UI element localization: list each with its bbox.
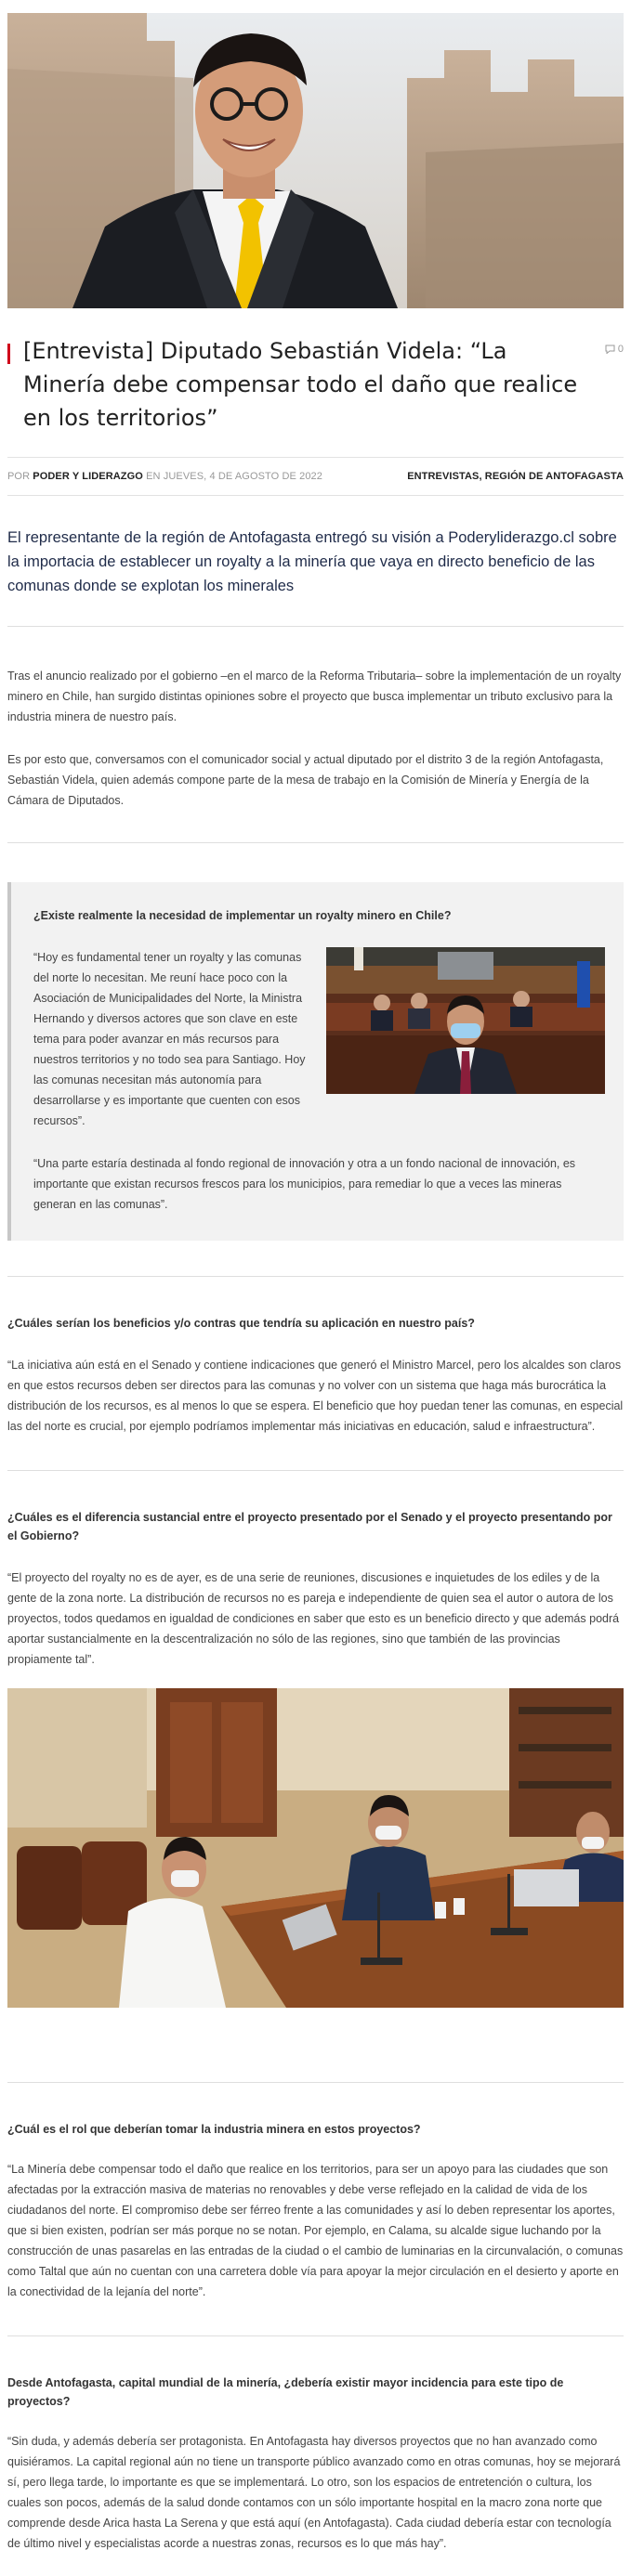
interview-answer: “Hoy es fundamental tener un royalty y las comunas del norte lo necesitan. Me reuní hace poco con la Asociación de Municipalidades del Norte, la Ministra Hernando y diversos actores que son clave en este tema para poder avanzar en más recursos para nuestros territorios y no todo sea para Santiago. Hoy las comunas necesitan más autonomía para desarrollarse y es importante que cuenten con esos recursos”. [33,951,306,1127]
interview-answer: “La Minería debe compensar todo el daño que realice en los territorios, para ser un apoyo para las ciudades que son afectadas por la extracción masiva de materias no renovables y debe verse reflejado en la calidad de vida de los ciudadanos del norte. El compromiso debe ser férreo frente a las comunidades y así lo deben representar los aportes, que si bien existen, podrían ser más porque no se notan. Por ejemplo, en Calama, su alcalde sigue luchando por la construcción de unas pasarelas en las entradas de la ciudad o el cambio de luminarias en la circunvalación, o comunas como Taltal que aún no cuentan con una carretera doble vía para apoyar la mejor circulación en el desierto y aporte en la conectividad de la lejanía del norte”. [7,2163,624,2298]
interview-question: Desde Antofagasta, capital mundial de la minería, ¿debería existir mayor incidencia para este tipo de proyectos? [7,2376,564,2408]
article-meta [7,471,624,482]
article-page [0,13,631,2576]
interview-question: ¿Cuáles serían los beneficios y/o contras que tendría su aplicación en nuestro país? [7,1317,475,1330]
title-accent-bar [7,344,10,364]
interview-question: ¿Existe realmente la necesidad de implementar un royalty minero en Chile? [33,909,452,922]
hero-photo [7,13,624,308]
divider [7,457,624,458]
meeting-photo [7,1688,624,2008]
intro-paragraph: Tras el anuncio realizado por el gobierno –en el marco de la Reforma Tributaria– sobre la implementación de un royalty minero en Chile, han surgido distintas opiniones sobre el proyecto que busca implementar un tributo exclusivo para la industria minera de nuestro país. [7,670,622,723]
divider [7,495,624,496]
byline-prefix: POR [7,471,31,482]
senate-photo [326,947,605,1094]
article-title: [Entrevista] Diputado Sebastián Videla: “La Minería debe compensar todo el daño que realice en los territorios” [23,338,578,431]
publish-date: EN JUEVES, 4 DE AGOSTO DE 2022 [146,471,322,482]
highlight-box [7,882,624,1241]
category-links[interactable]: ENTREVISTAS, REGIÓN DE ANTOFAGASTA [407,471,624,482]
comment-count: 0 [617,344,624,355]
byline [7,471,322,482]
article-lead: El representante de la región de Antofagasta entregó su visión a Poderyliderazgo.cl sobre la importacia de establecer un royalty a la minería que vaya en directo beneficio de las comunas donde se explotan los minerales [7,529,617,594]
interview-answer: “Sin duda, y además debería ser protagonista. En Antofagasta hay diversos proyectos que no han avanzado como quisiéramos. La capital regional aún no tiene un transporte público avanzado como en otras comunas, hoy se mejorará sí, pero llega tarde, lo importante es que se implementará. Lo otro, son los espacios de entretención o cultura, los cuales son pocos, además de la salud donde contamos con un sólo importante hospital en la macro zona norte que comprende desde Arica hasta La Serena y que está aquí (en Antofagasta). Cada ciudad debería estar con tecnología de último nivel y especialistas acorde a nuestras zonas, recursos es lo que más hay”. [7,2435,621,2550]
interview-answer: “El proyecto del royalty no es de ayer, es de una serie de reuniones, discusiones e inquietudes de los ediles y de la gente de la zona norte. La distribución de recursos no es pareja e independiente de quien sea el autor o autora de los proyectos, todos quedamos en igualdad de condiciones en saber que esto es un beneficio directo y que además podrá aportar sustancialmente en la descentralización no sólo de las regiones, sino que también de las provincias propiamente tal”. [7,1571,620,1666]
interview-answer: “La iniciativa aún está en el Senado y contiene indicaciones que generó el Ministro Marcel, pero los alcaldes son claros en que estos recursos deben ser directos para las comunas y no volver con un sistema que haga más burocrática la distribución de los recursos, es al menos lo que se espera. El beneficio que hoy puedan tener las comunas, en especial las del norte es crucial, por ejemplo podríamos implementar más iniciativas en educación, salud e infraestructura”. [7,1359,624,1433]
comment-count-link[interactable] [605,344,624,355]
title-row [7,334,624,435]
author-link[interactable]: PODER Y LIDERAZGO [33,471,143,482]
interview-question: ¿Cuáles es el diferencia sustancial entre el proyecto presentado por el Senado y el proyecto presentando por el Gobierno? [7,1511,612,1542]
interview-question: ¿Cuál es el rol que deberían tomar la industria minera en estos proyectos? [7,2123,421,2136]
intro-paragraph: Es por esto que, conversamos con el comunicador social y actual diputado por el distrito 3 de la región Antofagasta, Sebastián Videla, quien además compone parte de la mesa de trabajo en la Comisión de Minería y Energía de la Cámara de Diputados. [7,753,604,807]
comment-bubble-icon [605,345,615,354]
interview-answer: “Una parte estaría destinada al fondo regional de innovación y otra a un fondo nacional de innovación, es importante que existan recursos frescos para los municipios, para remediar lo que a veces las mineras generan en las comunas”. [33,1157,576,1211]
